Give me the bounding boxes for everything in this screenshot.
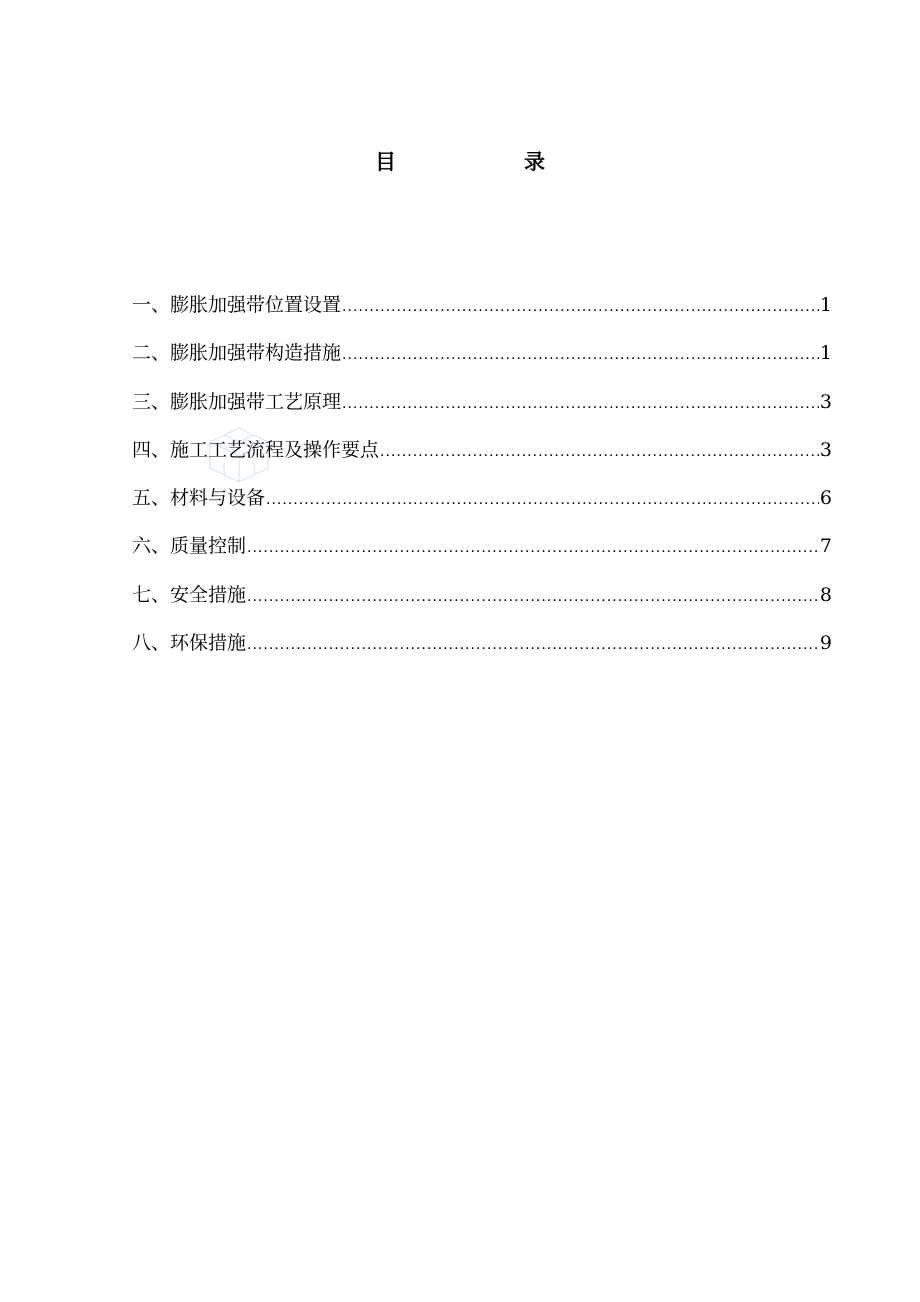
toc-entry-page: 1 <box>819 342 832 365</box>
toc-entry[interactable] <box>132 582 832 630</box>
toc-dot-leader <box>247 632 819 658</box>
toc-entry[interactable] <box>132 630 832 678</box>
toc-entry-page: 3 <box>819 390 832 413</box>
toc-dot-leader <box>247 535 819 561</box>
toc-dot-leader <box>380 439 819 465</box>
toc-entry-label: 八、环保措施 <box>132 632 247 655</box>
toc-entry-label: 一、膨胀加强带位置设置 <box>132 294 342 316</box>
toc-entry-page: 7 <box>819 535 832 558</box>
toc-entry-page: 3 <box>819 438 832 461</box>
toc-entry-page: 6 <box>819 487 832 510</box>
toc-entry-label: 四、施工工艺流程及操作要点 <box>132 438 380 461</box>
toc-entry-label: 五、材料与设备 <box>132 487 266 510</box>
toc-entry-label: 七、安全措施 <box>132 583 247 606</box>
toc-dot-leader <box>266 487 819 513</box>
toc-entry-label: 二、膨胀加强带构造措施 <box>132 342 342 365</box>
toc-entry-page: 8 <box>819 583 832 606</box>
table-of-contents <box>132 292 832 678</box>
page-title <box>0 146 920 176</box>
toc-entry-label: 三、膨胀加强带工艺原理 <box>132 390 342 413</box>
toc-entry-page: 9 <box>819 632 832 655</box>
toc-entry[interactable] <box>132 485 832 533</box>
toc-entry[interactable] <box>132 533 832 581</box>
toc-entry-label: 六、质量控制 <box>132 535 247 558</box>
title-char-2: 录 <box>524 150 545 174</box>
toc-dot-leader <box>342 391 819 417</box>
toc-dot-leader <box>342 294 819 320</box>
toc-dot-leader <box>247 584 819 610</box>
toc-entry[interactable] <box>132 389 832 437</box>
title-char-1: 目 <box>375 150 396 174</box>
toc-dot-leader <box>342 342 819 368</box>
toc-entry[interactable] <box>132 437 832 485</box>
toc-entry[interactable] <box>132 292 832 340</box>
toc-entry[interactable] <box>132 340 832 388</box>
toc-entry-page: 1 <box>819 294 832 316</box>
